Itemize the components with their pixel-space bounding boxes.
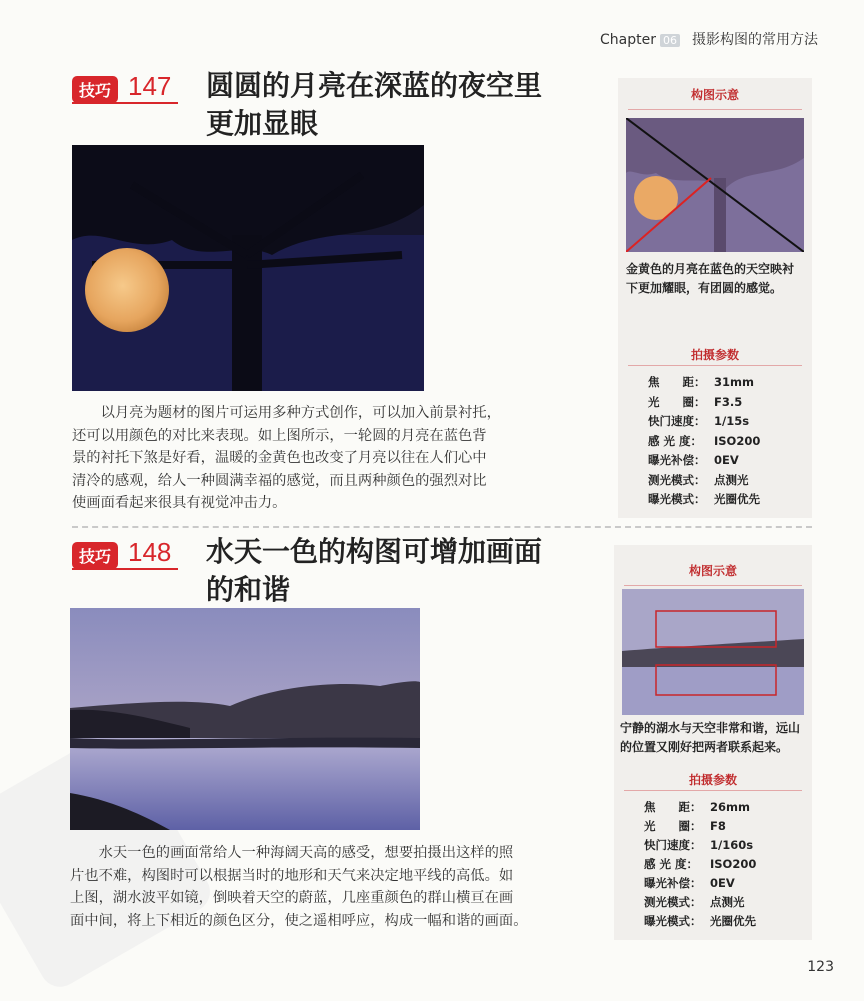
composition-diagram — [626, 118, 804, 252]
param-row: 感 光 度： ISO200 — [648, 433, 761, 448]
tip-badge: 技巧 — [72, 542, 118, 569]
tip-body — [70, 842, 604, 932]
diagram-caption — [626, 260, 794, 298]
chapter-header — [600, 29, 818, 49]
body-line: 使画面看起来很具有视觉冲击力。 — [72, 495, 287, 512]
params-list — [644, 799, 756, 932]
param-row: 曝光补偿： 0EV — [648, 453, 739, 467]
tip-number: 147 — [128, 71, 172, 101]
tip-title-line1: 水天一色的构图可增加画面 — [206, 535, 543, 568]
caption-line: 下更加耀眼，有团圆的感觉。 — [626, 281, 783, 295]
panel-divider — [624, 790, 802, 791]
body-line: 清冷的感观，给人一种圆满幸福的感觉，而且两种颜色的强烈对比 — [72, 472, 487, 489]
param-row: 感 光 度： ISO200 — [644, 857, 757, 871]
caption-line: 金黄色的月亮在蓝色的天空映衬 — [626, 262, 795, 276]
panel-divider — [628, 365, 802, 366]
diagram-title: 构图示意 — [688, 564, 737, 578]
chapter-label: Chapter — [600, 32, 656, 48]
composition-diagram — [622, 589, 804, 715]
tip-body — [72, 402, 602, 515]
body-line: 片也不难，构图时可以根据当时的地形和天气来决定地平线的高低。如 — [70, 867, 514, 884]
param-row: 快门速度： 1/160s — [644, 838, 754, 852]
params-title: 拍摄参数 — [688, 773, 737, 787]
panel-divider — [628, 109, 802, 110]
body-line: 上图，湖水波平如镜，倒映着天空的蔚蓝，几座重颜色的群山横亘在画 — [70, 890, 514, 907]
lake-landscape-photo — [70, 608, 420, 830]
params-list — [648, 374, 760, 511]
caption-line: 的位置又刚好把两者联系起来。 — [620, 740, 789, 754]
diagram-caption — [620, 719, 800, 757]
side-panel — [614, 545, 812, 940]
param-row: 测光模式： 点测光 — [644, 895, 745, 909]
param-row: 曝光模式： 光圈优先 — [644, 914, 756, 928]
page-number: 123 — [807, 959, 834, 975]
tip-title-line2: 更加显眼 — [206, 107, 319, 140]
diagram-title: 构图示意 — [690, 88, 739, 102]
tip-title-line2: 的和谐 — [206, 573, 291, 606]
param-row: 测光模式： 点测光 — [648, 472, 749, 487]
body-line: 还可以用颜色的对比来表现。如上图所示，一轮圆的月亮在蓝色背 — [72, 427, 487, 444]
moon-tree-photo — [72, 145, 424, 391]
panel-divider — [624, 585, 802, 586]
params-title: 拍摄参数 — [690, 348, 739, 362]
tip-number: 148 — [128, 537, 172, 567]
param-row: 光 圈： F8 — [644, 819, 726, 833]
tip-badge: 技巧 — [72, 76, 118, 103]
tip-underline — [72, 102, 178, 104]
body-line: 水天一色的画面常给人一种海阔天高的感受，想要拍摄出这样的照 — [98, 845, 514, 861]
body-line: 景的衬托下煞是好看，温暖的金黄色也改变了月亮以往在人们心中 — [72, 450, 487, 467]
param-row: 曝光模式： 光圈优先 — [648, 492, 760, 506]
param-row: 焦 距： 31mm — [648, 375, 754, 389]
chapter-number: 06 — [660, 34, 680, 47]
body-line: 以月亮为题材的图片可运用多种方式创作，可以加入前景衬托， — [100, 405, 501, 421]
param-row: 曝光补偿： 0EV — [644, 876, 735, 890]
chapter-title: 摄影构图的常用方法 — [691, 32, 818, 48]
param-row: 焦 距： 26mm — [644, 800, 750, 814]
body-line: 面中间，将上下相近的颜色区分，使之遥相呼应，构成一幅和谐的画面。 — [70, 912, 528, 929]
param-row: 快门速度： 1/15s — [648, 414, 750, 428]
tip-underline — [72, 568, 178, 570]
caption-line: 宁静的湖水与天空非常和谐，远山 — [620, 721, 801, 735]
param-row: 光 圈： F3.5 — [648, 394, 743, 409]
section-divider — [72, 526, 812, 528]
tip-title-line1: 圆圆的月亮在深蓝的夜空里 — [206, 69, 543, 102]
side-panel — [618, 78, 812, 518]
